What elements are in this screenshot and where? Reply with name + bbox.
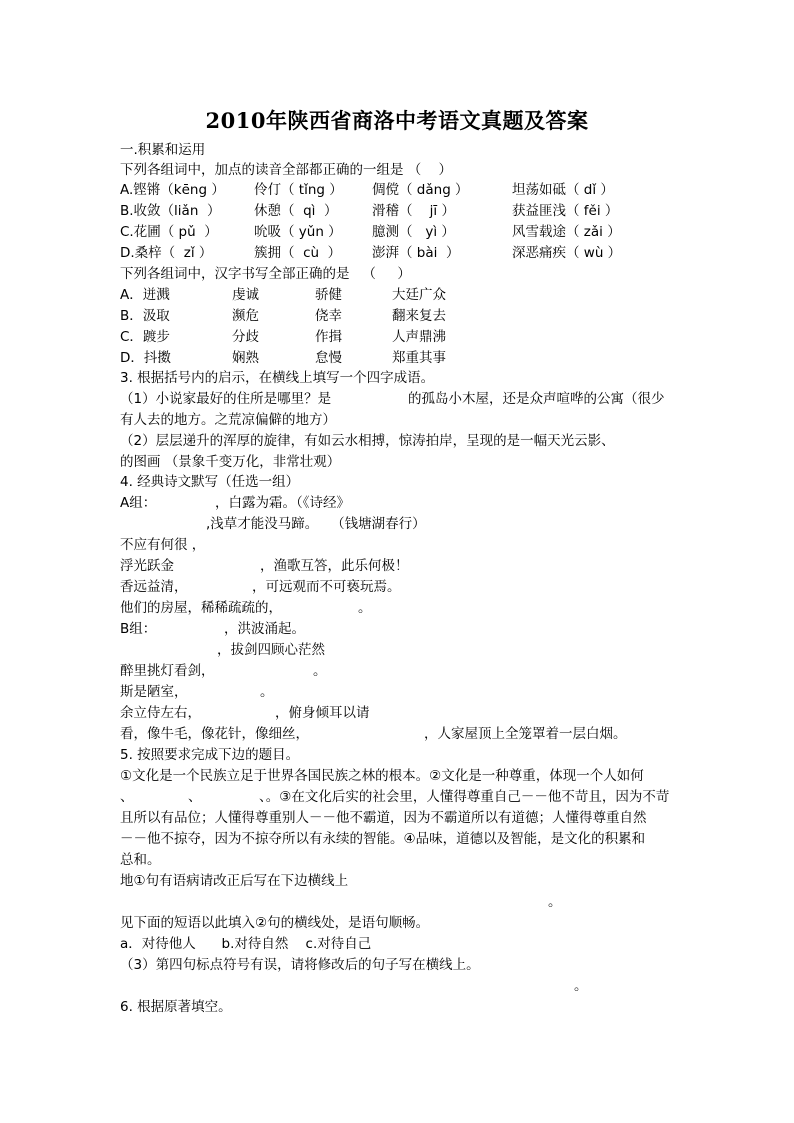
q4-a-line-3: 不应有何很 ， [120,537,206,553]
q5-answer-line-end-3: 。 [574,978,588,994]
q1-option-d-4: 深恶痛疾（ wù ） [512,245,622,261]
q4-a-line-6a: 他们的房屋，稀稀疏疏的， [120,600,282,616]
q5-blank-mark-2: 、 [188,789,202,805]
q5-subquestion-3: （3）第四句标点符号有误，请将修改后的句子写在横线上。 [120,957,480,973]
page-title: 2010年陕西省商洛中考语文真题及答案 [205,108,589,133]
q4-b-line-5b: ，俯身倾耳以请 [275,705,370,721]
q5-subquestion-1: 地①句有语病请改正后写在下边横线上 [120,873,349,889]
q4-b-line-1: ，洪波涌起。 [224,621,305,637]
q1-option-d-2: 簇拥（ cù ） [254,245,342,261]
q4-a-line-5a: 香远益清， [120,579,188,595]
q5-blank-mark-1: 、 [120,789,134,805]
q4-b-line-2: ，拔剑四顾心茫然 [217,642,325,658]
q2-option-d-3: 怠慢 [315,350,342,366]
q2-option-b-4: 翻来复去 [392,308,446,324]
q4-b-line-5a: 余立侍左右， [120,705,201,721]
q1-option-d-1: D.桑梓（ zǐ ） [120,245,213,261]
q2-option-d-4: 郑重其事 [392,350,446,366]
q4-group-a-label: A组： [120,495,157,511]
q2-option-a-3: 骄健 [315,287,342,303]
q2-option-c-1: C．踱步 [120,329,170,345]
q4-b-line-3b: 。 [313,663,327,679]
question-4-stem: 4. 经典诗文默写（任选一组） [120,474,300,490]
question-1-stem: 下列各组词中，加点的读音全部都正确的一组是 （ ） [120,162,452,178]
question-2-stem: 下列各组词中，汉字书写全部正确的是 （ ） [120,266,411,282]
q1-option-d-3: 澎湃（ bài ） [372,245,460,261]
q3-item-1-part-b: 的孤岛小木屋，还是众声喧哗的公寓（很少 [408,391,665,407]
q1-option-a-1: A.铿锵（kēng ） [120,182,225,198]
q2-option-c-4: 人声鼎沸 [392,329,446,345]
q1-option-a-3: 倜傥（ dǎng ） [372,182,469,198]
q5-passage-line-2: 、。③在文化后实的社会里，人懂得尊重自己－－他不苛且，因为不苛 [259,789,670,805]
question-5-stem: 5. 按照要求完成下边的题目。 [120,747,300,763]
q4-a-line-5b: ，可远观而不可亵玩焉。 [252,579,401,595]
q4-a-line-4b: ，渔歌互答，此乐何极！ [260,558,409,574]
q2-option-a-2: 虔诚 [232,287,259,303]
q4-b-line-6a: 看，像牛毛，像花针，像细丝， [120,726,309,742]
q2-option-d-1: D．抖擞 [120,350,171,366]
question-6-stem: 6. 根据原著填空。 [120,999,232,1015]
q2-option-b-1: B．汲取 [120,308,170,324]
q1-option-b-4: 获益匪浅（ fěi ） [512,203,619,219]
q5-passage-line-1: ①文化是一个民族立足于世界各国民族之林的根本。②文化是一种尊重，体现一个人如何 [120,768,644,784]
section-heading: 一.积累和运用 [120,142,206,158]
q4-b-line-4a: 斯是陋室， [120,684,188,700]
q4-b-line-3a: 醉里挑灯看剑， [120,663,215,679]
q2-option-a-1: A．迸溅 [120,287,170,303]
q5-answer-line-end-1: 。 [548,894,562,910]
q2-option-c-2: 分歧 [232,329,259,345]
q5-passage-line-3: 且所以有品位；人懂得尊重别人－－他不霸道，因为不霸道所以有道德；人懂得尊重自然 [120,810,647,826]
question-3-stem: 3. 根据括号内的启示，在横线上填写一个四字成语。 [120,370,435,386]
q1-option-b-2: 休憩（ qì ） [254,203,338,219]
q2-option-b-2: 濒危 [232,308,259,324]
q3-item-1-part-a: （1）小说家最好的住所是哪里？是 [120,391,332,407]
q4-a-line-4a: 浮光跃金 [120,558,174,574]
q2-option-a-4: 大廷广众 [392,287,446,303]
q5-passage-line-5: 总和。 [120,852,161,868]
q4-a-line-6b: 。 [358,600,372,616]
q2-option-d-2: 娴熟 [232,350,259,366]
q3-item-1-part-c: 有人去的地方。之荒凉偏僻的地方） [120,412,336,428]
q4-b-line-4b: 。 [260,684,274,700]
q5-subquestion-2: 见下面的短语以此填入②句的横线处，是语句顺畅。 [120,915,430,931]
q4-a-line-2: ,浅草才能没马蹄。 （钱塘湖春行） [206,516,426,532]
q2-option-b-3: 侥幸 [315,308,342,324]
q1-option-c-1: C.花圃（ pǔ ） [120,224,218,240]
q5-passage-line-4: －－他不掠夺，因为不掠夺所以有永续的智能。④品味，道德以及智能，是文化的积累和 [120,831,646,847]
q4-b-line-6b: ，人家屋顶上全笼罩着一层白烟。 [424,726,627,742]
q2-option-c-3: 作揖 [315,329,342,345]
q4-group-b-label: B组： [120,621,157,637]
q3-item-2-part-a: （2）层层递升的浑厚的旋律，有如云水相搏，惊涛拍岸，呈现的是一幅天光云影、 [120,433,615,449]
q4-a-line-1: ，白露为霜。（《诗经》 [215,495,350,511]
q1-option-c-2: 吮吸（ yǔn ） [254,224,342,240]
q1-option-a-2: 伶仃（ tǐng ） [254,182,343,198]
q1-option-c-3: 臆测（ yì ） [372,224,455,240]
q1-option-b-3: 滑稽（ jī ） [372,203,455,219]
q1-option-b-1: B.收敛（liǎn ） [120,203,221,219]
q3-item-2-part-b: 的图画 （景象千变万化，非常壮观） [120,454,341,470]
q5-subquestion-2-options: a．对待他人 b.对待自然 c.对待自己 [120,936,372,952]
q1-option-a-4: 坦荡如砥（ dǐ ） [512,182,614,198]
q1-option-c-4: 风雪载途（ zǎi ） [512,224,621,240]
